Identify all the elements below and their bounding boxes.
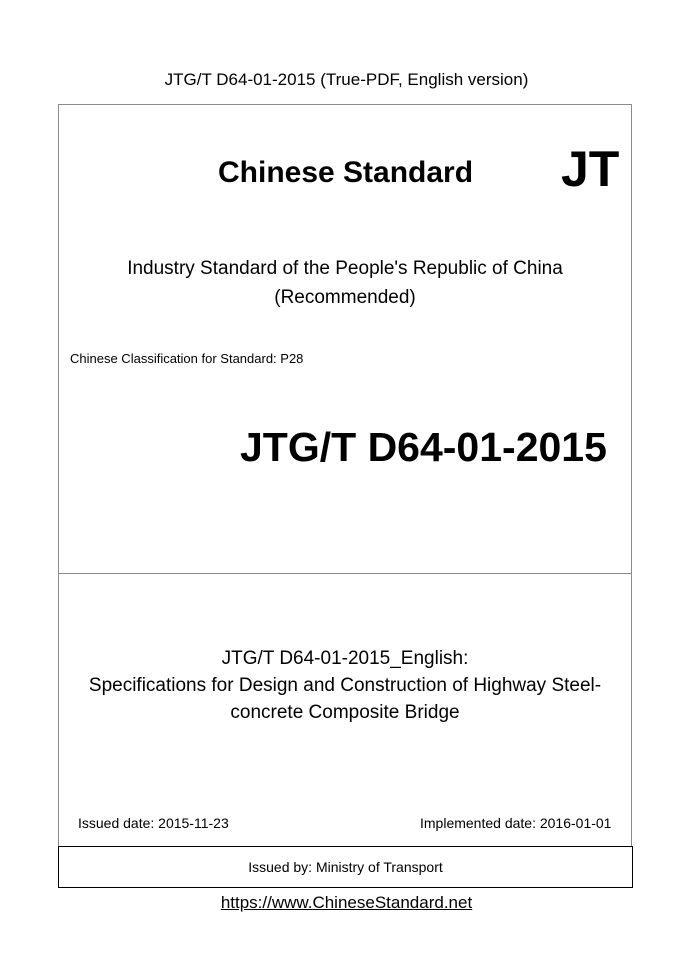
issued-date: Issued date: 2015-11-23 <box>78 815 229 831</box>
issued-by: Issued by: Ministry of Transport <box>248 859 443 875</box>
classification-text: Chinese Classification for Standard: P28 <box>70 351 304 366</box>
website-link[interactable]: https://www.ChineseStandard.net <box>220 893 473 912</box>
standard-code: JTG/T D64-01-2015 <box>240 424 607 470</box>
document-title <box>58 645 632 726</box>
recommended-line: (Recommended) <box>274 287 416 308</box>
page-header: JTG/T D64-01-2015 (True-PDF, English version) <box>164 70 529 89</box>
cover-heading: Chinese Standard <box>218 156 474 189</box>
title-line: Specifications for Design and Construction of Highway Steel- <box>88 675 602 696</box>
industry-standard-line: Industry Standard of the People's Republic of China <box>127 258 563 279</box>
title-line: concrete Composite Bridge <box>230 702 460 723</box>
implemented-date: Implemented date: 2016-01-01 <box>420 815 612 831</box>
standard-mark: JT <box>561 141 620 197</box>
title-line: JTG/T D64-01-2015_English: <box>221 648 469 669</box>
